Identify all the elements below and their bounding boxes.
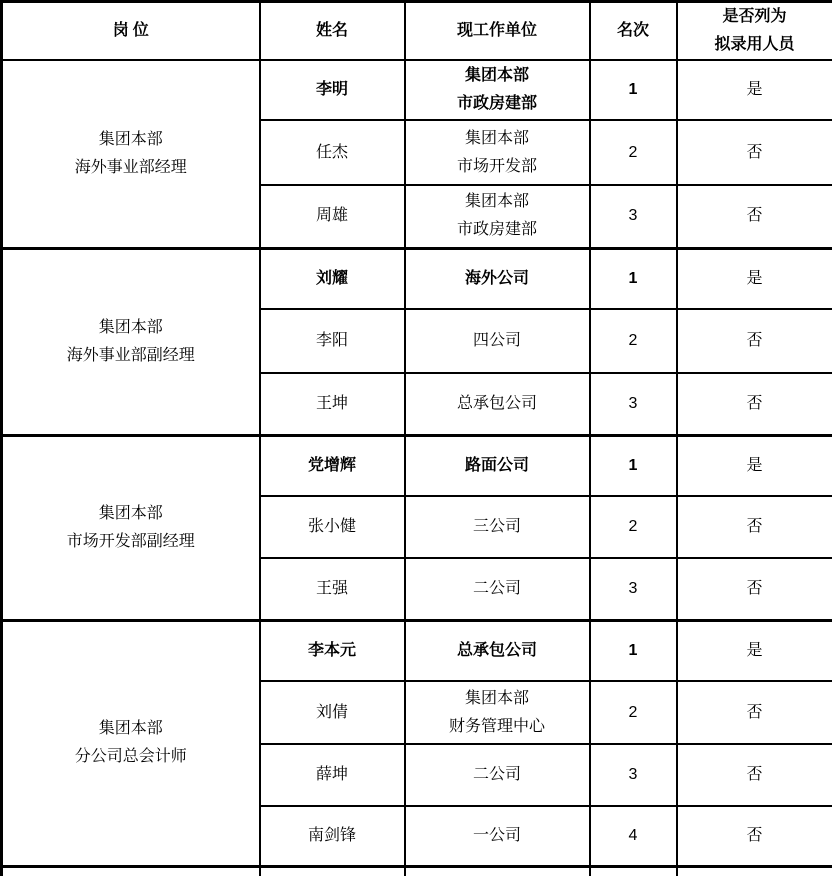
rank-cell: [590, 866, 677, 876]
position-cell-line: 市场开发部副经理: [66, 532, 195, 550]
table-row: [2, 435, 832, 496]
candidate-name-cell: 张小健: [260, 496, 405, 558]
header-name: 姓名: [260, 2, 405, 61]
position-cell: [2, 620, 260, 866]
rank-cell: 3: [590, 558, 677, 620]
table-row: [2, 866, 832, 876]
rank-cell: 2: [590, 681, 677, 744]
header-selected: [677, 2, 832, 61]
current-unit-cell-line: 四公司: [472, 332, 521, 349]
current-unit-cell: [405, 309, 590, 373]
rank-cell: 1: [590, 620, 677, 681]
candidate-name-cell: 王坤: [260, 373, 405, 435]
candidate-name-cell: 刘耀: [260, 248, 405, 309]
position-cell-line: 集团本部: [98, 130, 163, 148]
table-header-row: [2, 2, 832, 61]
proposed-hire-cell: [677, 866, 832, 876]
proposed-hire-cell: 否: [677, 496, 832, 558]
proposed-hire-cell: 是: [677, 60, 832, 120]
position-cell-line: 海外事业部经理: [74, 158, 187, 176]
candidate-name-cell: [260, 866, 405, 876]
rank-cell: 2: [590, 120, 677, 185]
current-unit-cell: [405, 248, 590, 309]
rank-cell: 3: [590, 373, 677, 435]
proposed-hire-cell: 否: [677, 309, 832, 373]
proposed-hire-cell: 否: [677, 806, 832, 866]
rank-cell: 1: [590, 435, 677, 496]
table-row: [2, 248, 832, 309]
table-row: [2, 60, 832, 120]
current-unit-cell: [405, 866, 590, 876]
current-unit-cell: [405, 558, 590, 620]
current-unit-cell-line: 路面公司: [464, 456, 529, 474]
current-unit-cell-line: 总承包公司: [456, 394, 537, 412]
header-position: 岗 位: [2, 2, 260, 61]
current-unit-cell-line: 财务管理中心: [448, 717, 545, 735]
candidate-name-cell: 刘倩: [260, 681, 405, 744]
current-unit-cell-line: 二公司: [472, 766, 521, 783]
rank-cell: 2: [590, 496, 677, 558]
current-unit-cell: [405, 744, 590, 806]
rank-cell: 2: [590, 309, 677, 373]
candidate-name-cell: 周雄: [260, 185, 405, 248]
rank-cell: 3: [590, 185, 677, 248]
position-cell-line: 海外事业部副经理: [66, 346, 195, 364]
position-cell: [2, 248, 260, 435]
position-cell-line: 分公司总会计师: [74, 748, 187, 765]
proposed-hire-cell: 是: [677, 620, 832, 681]
current-unit-cell: [405, 806, 590, 866]
current-unit-cell-line: 集团本部: [464, 129, 529, 147]
current-unit-cell-line: 三公司: [472, 518, 521, 535]
candidate-name-cell: 李本元: [260, 620, 405, 681]
rank-cell: 1: [590, 60, 677, 120]
candidate-name-cell: 任杰: [260, 120, 405, 185]
position-cell: [2, 435, 260, 620]
current-unit-cell-line: 总承包公司: [456, 641, 537, 659]
candidate-name-cell: 王强: [260, 558, 405, 620]
proposed-hire-cell: 否: [677, 681, 832, 744]
current-unit-cell: [405, 185, 590, 248]
current-unit-cell-line: 集团本部: [464, 193, 529, 211]
proposed-hire-cell: 是: [677, 435, 832, 496]
table-row: [2, 620, 832, 681]
proposed-hire-cell: 否: [677, 373, 832, 435]
current-unit-cell-line: 市政房建部: [456, 95, 537, 112]
current-unit-cell: [405, 435, 590, 496]
current-unit-cell: [405, 60, 590, 120]
position-cell-line: 集团本部: [98, 504, 163, 522]
position-cell: [2, 60, 260, 248]
proposed-hire-cell: 否: [677, 120, 832, 185]
header-unit: 现工作单位: [405, 2, 590, 61]
current-unit-cell-line: 市政房建部: [456, 221, 537, 239]
proposed-hire-cell: 否: [677, 744, 832, 806]
current-unit-cell-line: 海外公司: [464, 269, 529, 287]
candidate-name-cell: 薛坤: [260, 744, 405, 806]
proposed-hire-cell: 否: [677, 185, 832, 248]
proposed-hire-cell: 是: [677, 248, 832, 309]
table-body: [2, 60, 832, 876]
candidate-name-cell: 李明: [260, 60, 405, 120]
current-unit-cell: [405, 496, 590, 558]
current-unit-cell-line: 集团本部: [464, 67, 529, 84]
proposed-hire-cell: 否: [677, 558, 832, 620]
candidate-name-cell: 李阳: [260, 309, 405, 373]
candidate-name-cell: 党增辉: [260, 435, 405, 496]
current-unit-cell: [405, 620, 590, 681]
rank-cell: 3: [590, 744, 677, 806]
position-cell: [2, 866, 260, 876]
current-unit-cell-line: 集团本部: [464, 689, 529, 707]
current-unit-cell-line: 一公司: [472, 826, 521, 844]
current-unit-cell-line: 二公司: [472, 579, 521, 597]
header-selected-line1: 是否列为: [722, 8, 787, 25]
header-selected-line2: 拟录用人员: [714, 36, 795, 53]
position-cell-line: 集团本部: [98, 318, 163, 336]
current-unit-cell-line: 市场开发部: [456, 157, 537, 175]
position-cell-line: 集团本部: [98, 720, 163, 737]
current-unit-cell: [405, 373, 590, 435]
current-unit-cell: [405, 681, 590, 744]
candidate-name-cell: 南剑锋: [260, 806, 405, 866]
current-unit-cell: [405, 120, 590, 185]
rank-cell: 4: [590, 806, 677, 866]
header-rank: 名次: [590, 2, 677, 61]
rank-cell: 1: [590, 248, 677, 309]
header-row: [2, 2, 832, 61]
